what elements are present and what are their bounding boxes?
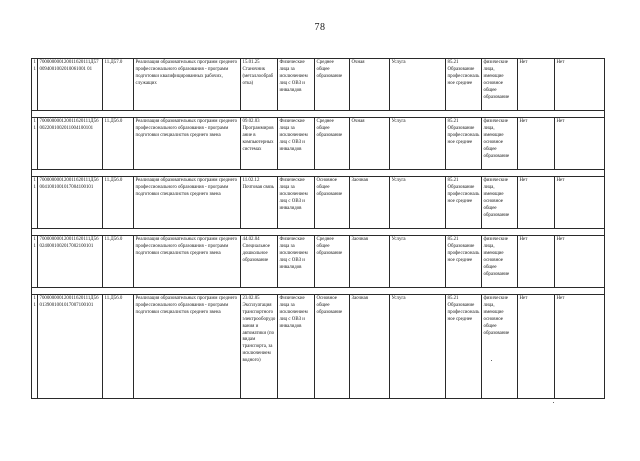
gap-cell [134, 229, 241, 236]
profession-cell: 23.02.05 Эксплуатация транспортного электрооборудования и автоматики (по видам транспорта, за исключением водного) [241, 295, 278, 399]
okved-direction-cell: 85.21 Образование профессиональное среднее [446, 118, 482, 170]
gap-cell [241, 229, 278, 236]
education-level-cell: Среднее общее образование [315, 118, 350, 170]
gap-cell [278, 111, 315, 118]
specialty-code-cell: 11.Д56.0 [103, 118, 134, 170]
gap-cell [241, 111, 278, 118]
gap-cell [103, 288, 134, 295]
row-number-cell: 11 [32, 236, 38, 288]
gap-cell [482, 229, 518, 236]
gap-cell [482, 111, 518, 118]
study-form-cell: Очная [350, 118, 390, 170]
gap-cell [518, 229, 555, 236]
consumer-description-cell: физические лица, имеющие основное общее образование [482, 59, 518, 111]
specialty-code-cell: 11.Д56.0 [103, 177, 134, 229]
registry-code-cell: 700000000120011620111Д560139001001017007100101 [38, 295, 103, 399]
flag-a-cell: Нет [518, 59, 555, 111]
table-row [32, 177, 605, 229]
service-type-cell: Услуга [390, 59, 446, 111]
study-form-cell: Заочная [350, 236, 390, 288]
consumer-category-cell: Физические лица за исключением лиц с ОВЗ и инвалидов [278, 236, 315, 288]
flag-a-cell: Нет [518, 177, 555, 229]
gap-cell [241, 170, 278, 177]
gap-cell [38, 111, 103, 118]
scan-speck [491, 360, 492, 361]
page-number: 78 [314, 22, 326, 33]
flag-b-cell: Нет [555, 295, 605, 399]
consumer-category-cell: Физические лица за исключением лиц с ОВЗ и инвалидов [278, 118, 315, 170]
profession-cell: 44.02.04 Специальное дошкольное образование [241, 236, 278, 288]
study-form-cell: Очная [350, 59, 390, 111]
registry-code-cell: 700000000120011620111Д570094001002010061001 01 [38, 59, 103, 111]
gap-cell [446, 111, 482, 118]
consumer-description-cell: физические лица, имеющие основное общее образование [482, 236, 518, 288]
row-gap [32, 111, 605, 118]
gap-cell [555, 229, 605, 236]
gap-cell [134, 170, 241, 177]
gap-cell [350, 229, 390, 236]
gap-cell [315, 229, 350, 236]
gap-cell [446, 229, 482, 236]
specialty-code-cell: 11.Д57.0 [103, 59, 134, 111]
okved-direction-cell: 85.21 Образование профессиональное среднее [446, 295, 482, 399]
gap-cell [315, 111, 350, 118]
gap-cell [315, 288, 350, 295]
gap-cell [350, 288, 390, 295]
registry-rows [32, 59, 605, 399]
gap-cell [518, 288, 555, 295]
consumer-description-cell: физические лица, имеющие основное общее образование [482, 295, 518, 399]
gap-cell [518, 111, 555, 118]
service-type-cell: Услуга [390, 295, 446, 399]
profession-cell: 15.01.25 Станочник (металлообработка) [241, 59, 278, 111]
gap-cell [390, 170, 446, 177]
specialty-code-cell: 11.Д56.0 [103, 236, 134, 288]
row-gap [32, 288, 605, 295]
gap-cell [555, 170, 605, 177]
table-row [32, 59, 605, 111]
consumer-category-cell: Физические лица за исключением лиц с ОВЗ и инвалидов [278, 295, 315, 399]
gap-cell [390, 288, 446, 295]
row-number-cell: 11 [32, 59, 38, 111]
gap-cell [446, 288, 482, 295]
profession-cell: 11.02.12 Почтовая связь [241, 177, 278, 229]
profession-cell: 09.02.03 Программирование в компьютерных системах [241, 118, 278, 170]
education-level-cell: Среднее общее образование [315, 59, 350, 111]
gap-cell [350, 170, 390, 177]
program-name-cell: Реализация образовательных программ среднего профессионального образования - программ подготовки квалифицированных рабочих, служащих [134, 59, 241, 111]
consumer-category-cell: Физические лица за исключением лиц с ОВЗ и инвалидов [278, 59, 315, 111]
row-number-cell: 11 [32, 118, 38, 170]
row-gap [32, 229, 605, 236]
flag-a-cell: Нет [518, 236, 555, 288]
row-gap [32, 170, 605, 177]
gap-cell [350, 111, 390, 118]
okved-direction-cell: 85.21 Образование профессиональное среднее [446, 236, 482, 288]
flag-b-cell: Нет [555, 59, 605, 111]
registry-code-cell: 700000000120011620111Д560041001001017004100101 [38, 177, 103, 229]
education-level-cell: Основное общее образование [315, 177, 350, 229]
gap-cell [555, 288, 605, 295]
gap-cell [482, 288, 518, 295]
gap-cell [390, 111, 446, 118]
scan-speck [553, 402, 554, 403]
okved-direction-cell: 85.21 Образование профессиональное среднее [446, 59, 482, 111]
education-level-cell: Среднее общее образование [315, 236, 350, 288]
service-type-cell: Услуга [390, 236, 446, 288]
gap-cell [241, 288, 278, 295]
okved-direction-cell: 85.21 Образование профессиональное среднее [446, 177, 482, 229]
flag-b-cell: Нет [555, 177, 605, 229]
table-row [32, 236, 605, 288]
gap-cell [278, 170, 315, 177]
gap-cell [390, 229, 446, 236]
education-level-cell: Основное общее образование [315, 295, 350, 399]
gap-cell [38, 170, 103, 177]
program-name-cell: Реализация образовательных программ среднего профессионального образования - программ подготовки специалистов среднего звена [134, 118, 241, 170]
gap-cell [555, 111, 605, 118]
consumer-description-cell: физические лица, имеющие основное общее образование [482, 118, 518, 170]
flag-b-cell: Нет [555, 236, 605, 288]
gap-cell [446, 170, 482, 177]
program-name-cell: Реализация образовательных программ среднего профессионального образования - программ подготовки специалистов среднего звена [134, 295, 241, 399]
gap-cell [103, 170, 134, 177]
program-name-cell: Реализация образовательных программ среднего профессионального образования - программ подготовки специалистов среднего звена [134, 177, 241, 229]
flag-a-cell: Нет [518, 295, 555, 399]
gap-cell [278, 288, 315, 295]
row-number-cell: 11 [32, 295, 38, 399]
gap-cell [38, 288, 103, 295]
service-type-cell: Услуга [390, 118, 446, 170]
flag-a-cell: Нет [518, 118, 555, 170]
flag-b-cell: Нет [555, 118, 605, 170]
table-row [32, 295, 605, 399]
registry-table [31, 58, 605, 399]
gap-cell [134, 111, 241, 118]
service-type-cell: Услуга [390, 177, 446, 229]
gap-cell [38, 229, 103, 236]
gap-cell [278, 229, 315, 236]
gap-cell [482, 170, 518, 177]
study-form-cell: Заочная [350, 295, 390, 399]
specialty-code-cell: 11.Д56.0 [103, 295, 134, 399]
gap-cell [518, 170, 555, 177]
gap-cell [103, 111, 134, 118]
row-number-cell: 11 [32, 177, 38, 229]
registry-code-cell: 700000000120011620111Д560022001002011004100101 [38, 118, 103, 170]
study-form-cell: Заочная [350, 177, 390, 229]
consumer-category-cell: Физические лица за исключением лиц с ОВЗ и инвалидов [278, 177, 315, 229]
table-row [32, 118, 605, 170]
gap-cell [103, 229, 134, 236]
gap-cell [134, 288, 241, 295]
consumer-description-cell: физические лица, имеющие основное общее образование [482, 177, 518, 229]
registry-code-cell: 700000000120011620111Д560240001002017002100101 [38, 236, 103, 288]
gap-cell [315, 170, 350, 177]
program-name-cell: Реализация образовательных программ среднего профессионального образования - программ подготовки специалистов среднего звена [134, 236, 241, 288]
